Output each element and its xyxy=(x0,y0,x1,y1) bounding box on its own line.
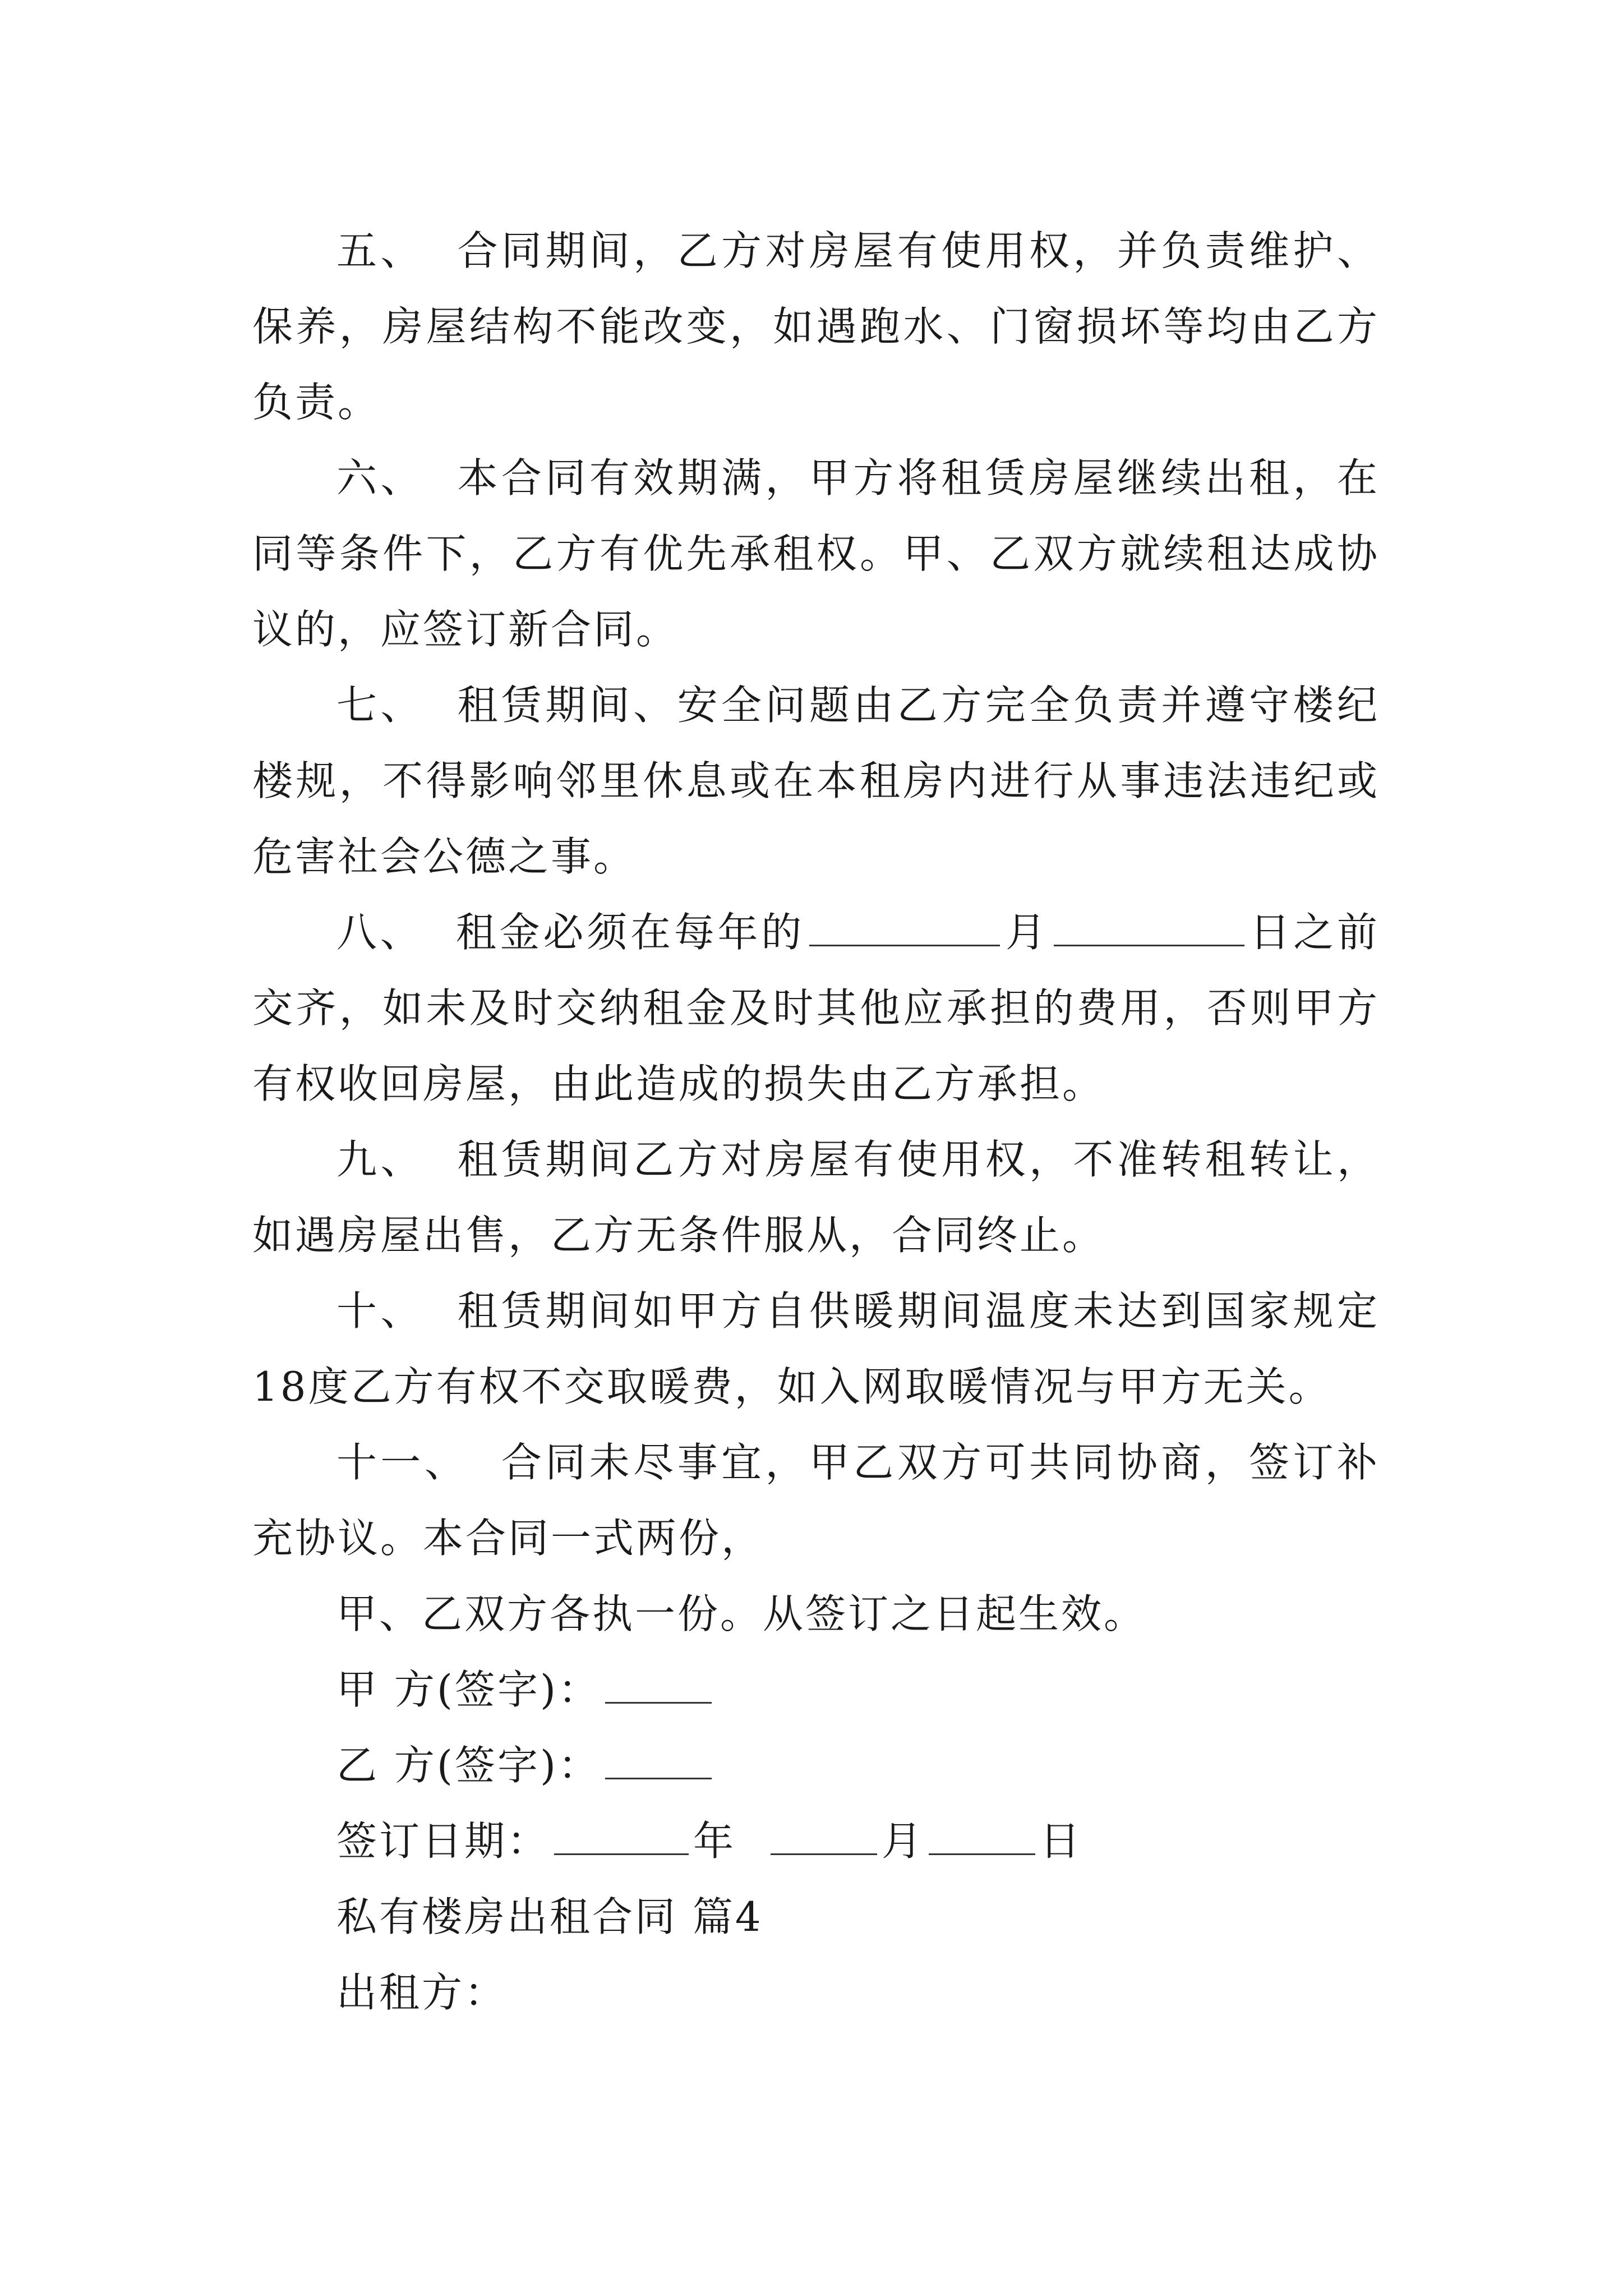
clause-number: 六、 xyxy=(336,454,425,501)
day-blank[interactable] xyxy=(929,1818,1035,1855)
signing-date xyxy=(252,1803,1380,1879)
lessor-label: 出租方： xyxy=(336,1969,508,2016)
party-a-signature xyxy=(252,1652,1380,1728)
clause-text: 合同期间，乙方对房屋有使用权，并负责维护、保养，房屋结构不能改变，如遇跑水、门窗损坏等均由乙方负责。 xyxy=(252,227,1380,426)
clause-text: 租赁期间如甲方自供暖期间温度未达到国家规定18度乙方有权不交取暖费，如入网取暖情况与甲方无关。 xyxy=(252,1287,1380,1410)
clause-number: 十一、 xyxy=(336,1439,469,1486)
closing-line: 甲、乙双方各执一份。从签订之日起生效。 xyxy=(336,1590,1147,1637)
clause-number: 七、 xyxy=(336,682,425,729)
party-a-signature-blank[interactable] xyxy=(605,1666,712,1704)
clause-number: 五、 xyxy=(336,227,425,274)
party-b-signature-blank[interactable] xyxy=(605,1742,712,1779)
clause-11 xyxy=(252,1425,1380,1576)
clause-text-c: 日之前交齐，如未及时交纳租金及时其他应承担的费用，否则甲方有权收回房屋，由此造成的损失由乙方承担。 xyxy=(252,909,1380,1107)
clause-text: 本合同有效期满，甲方将租赁房屋继续出租，在同等条件下，乙方有优先承租权。甲、乙双方就续租达成协议的，应签订新合同。 xyxy=(252,454,1380,653)
clause-number: 八、 xyxy=(336,909,424,956)
clause-7 xyxy=(252,668,1380,895)
party-a-label: 甲 方(签字)： xyxy=(336,1666,601,1713)
year-blank[interactable] xyxy=(554,1818,689,1855)
section-title: 私有楼房出租合同 篇4 xyxy=(336,1893,763,1940)
month-blank[interactable] xyxy=(771,1818,877,1855)
day-blank[interactable] xyxy=(1054,909,1244,946)
month-blank[interactable] xyxy=(809,909,1000,946)
clause-text: 合同未尽事宜，甲乙双方可共同协商，签订补充协议。本合同一式两份， xyxy=(252,1439,1380,1562)
clause-text-a: 租金必须在每年的 xyxy=(455,909,805,956)
clause-9 xyxy=(252,1122,1380,1273)
party-b-signature xyxy=(252,1728,1380,1803)
clause-text: 租赁期间乙方对房屋有使用权，不准转租转让，如遇房屋出售，乙方无条件服从，合同终止。 xyxy=(252,1136,1380,1259)
clause-text-b: 月 xyxy=(1004,909,1049,956)
contract-page xyxy=(252,213,1380,2031)
day-label: 日 xyxy=(1039,1818,1082,1865)
clause-10 xyxy=(252,1273,1380,1425)
clause-number: 九、 xyxy=(336,1136,425,1183)
party-b-label: 乙 方(签字)： xyxy=(336,1742,601,1789)
clause-5 xyxy=(252,213,1380,440)
clause-number: 十、 xyxy=(336,1287,425,1335)
clause-6 xyxy=(252,440,1380,668)
clause-8 xyxy=(252,895,1380,1122)
clause-text: 租赁期间、安全问题由乙方完全负责并遵守楼纪楼规，不得影响邻里休息或在本租房内进行从事违法违纪或危害社会公德之事。 xyxy=(252,682,1380,880)
month-label: 月 xyxy=(881,1818,924,1865)
year-label: 年 xyxy=(693,1818,736,1865)
date-label: 签订日期： xyxy=(336,1818,550,1865)
